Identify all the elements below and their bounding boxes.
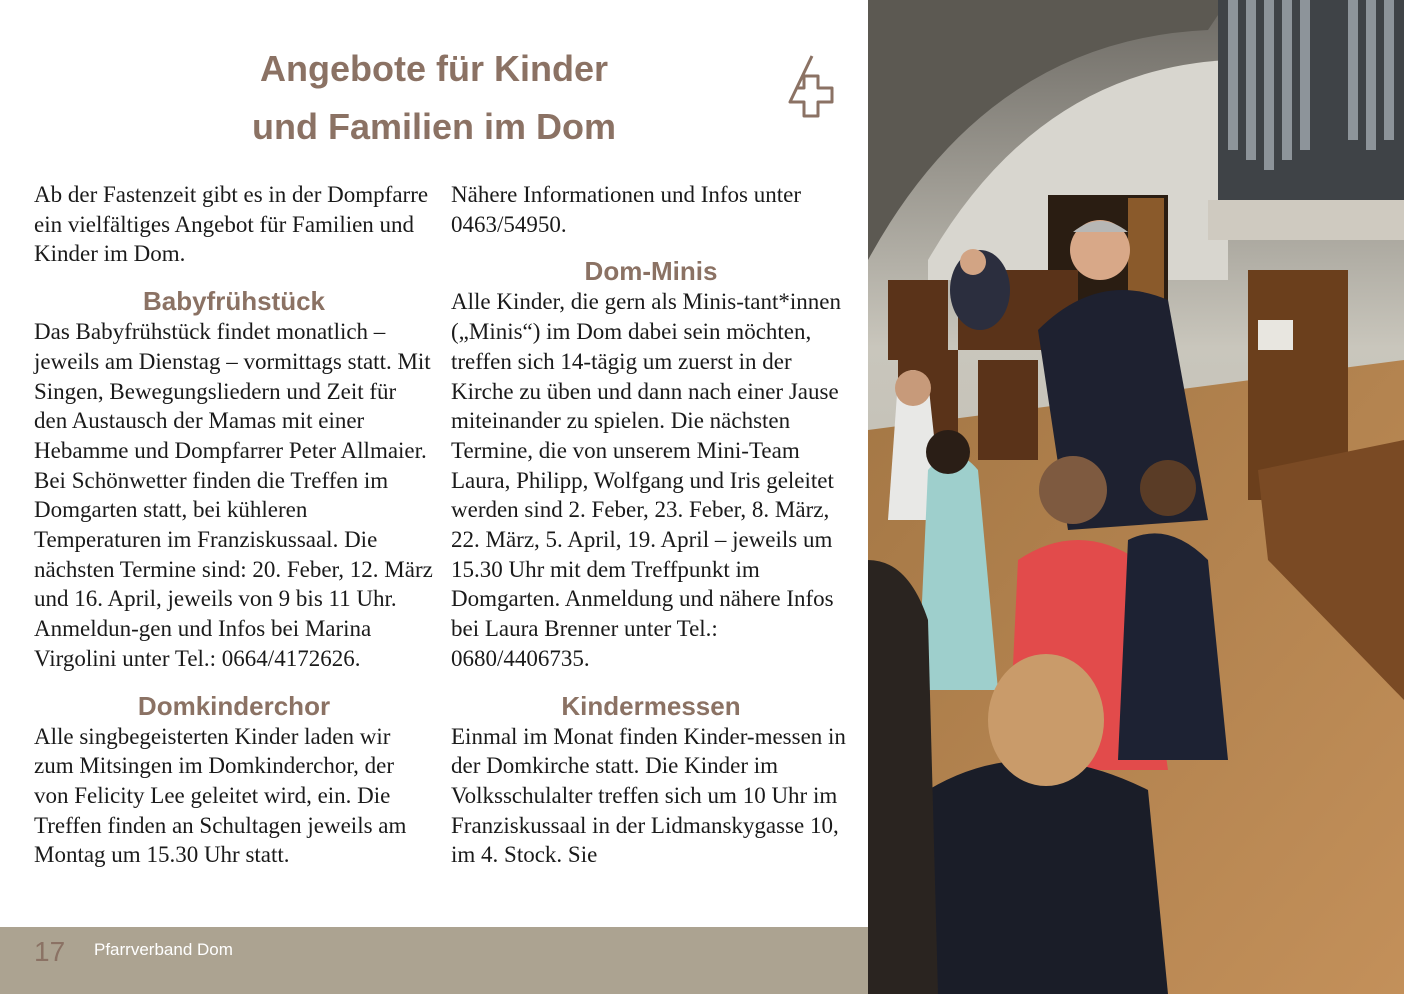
section-heading-babyfruehstueck: Babyfrühstück bbox=[142, 286, 326, 317]
section-heading-domkinderchor: Domkinderchor bbox=[137, 690, 331, 721]
photo-illustration bbox=[868, 0, 1404, 994]
babyfruehstueck-paragraph: Das Babyfrühstück findet monatlich – jeweils am Dienstag – vormittags statt. Mit Singen, Bewegungsliedern und Zeit für den Austausch der Mamas mit einer Hebamme und Dompfarrer Peter Allmaier. Bei Schönwetter finden die Treffen im Domgarten statt, bei kühleren Temperaturen im Franziskussaal. Die nächsten Termine sind: 20. Feber, 12. März und 16. April, jeweils von 9 bis 11 Uhr. Anmeldun-gen und Infos bei Marina Virgolini unter Tel.: 0664/4172626. bbox=[34, 319, 433, 671]
page-title-line-1: Angebote für Kinder bbox=[260, 48, 608, 89]
dom-minis-paragraph: Alle Kinder, die gern als Minis-tant*innen („Minis“) im Dom dabei sein möchten, treffen sich 14-tägig um zuerst in der Kirche zu üben und dann nach einer Jause miteinander zu spielen. Die nächsten Termine, die von unserem Mini-Team Laura, Philipp, Wolfgang und Iris geleitet werden sind 2. Feber, 23. Feber, 8. März, 22. März, 5. April, 19. April – jeweils um 15.30 Uhr mit dem Treffpunkt im Domgarten. Anmeldung und nähere Infos bei Laura Brenner unter Tel.: 0680/4406735. bbox=[451, 289, 841, 671]
page-number: 17 bbox=[34, 936, 66, 967]
section-heading-dom-minis: Dom-Minis bbox=[584, 256, 718, 287]
section-heading-kindermessen: Kindermessen bbox=[561, 690, 741, 721]
church-photo bbox=[868, 0, 1404, 994]
footer-bar bbox=[0, 927, 868, 994]
contact-paragraph: Nähere Informationen und Infos unter 0463/54950. bbox=[451, 182, 801, 237]
cross-four-icon bbox=[782, 50, 842, 126]
kindermessen-paragraph: Einmal im Monat finden Kinder-messen in der Domkirche statt. Die Kinder im Volksschulalter treffen sich um 10 Uhr im Franziskussaal in der Lidmanskygasse 10, im 4. Stock. Sie bbox=[451, 723, 846, 868]
page-title-line-2: und Familien im Dom bbox=[251, 106, 617, 147]
footer-label: Pfarrverband Dom bbox=[94, 940, 233, 959]
page-title bbox=[0, 40, 868, 156]
right-column bbox=[451, 180, 851, 870]
left-column bbox=[34, 180, 434, 870]
intro-paragraph: Ab der Fastenzeit gibt es in der Dompfarre ein vielfältiges Angebot für Familien und Kinder im Dom. bbox=[34, 182, 429, 267]
domkinderchor-paragraph: Alle singbegeisterten Kinder laden wir zum Mitsingen im Domkinderchor, der von Felicity Lee geleitet wird, ein. Die Treffen finden an Schultagen jeweils am Montag um 15.30 Uhr statt. bbox=[34, 723, 407, 868]
